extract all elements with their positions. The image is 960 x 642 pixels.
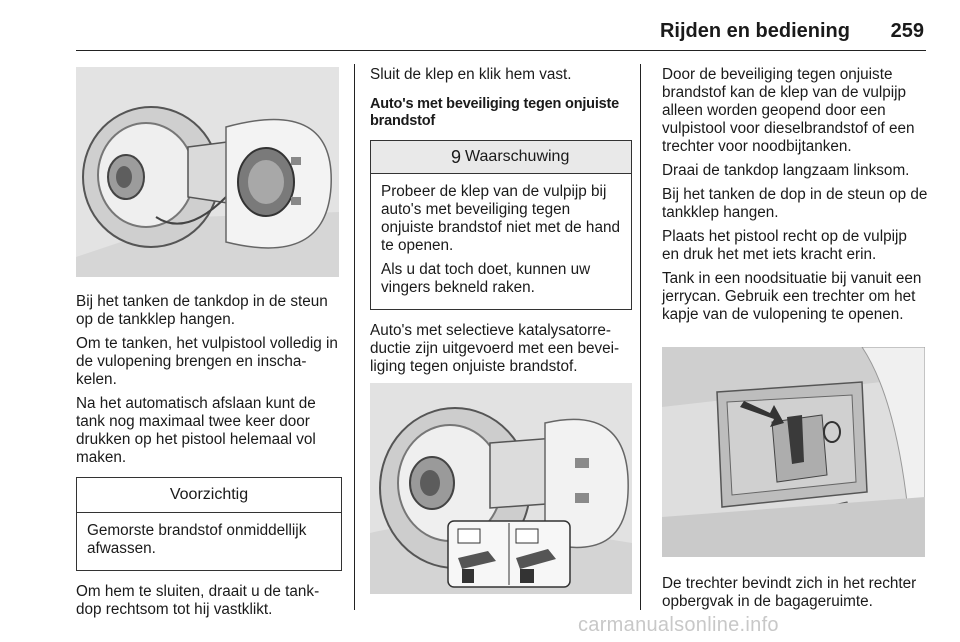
paragraph: Om te tanken, het vulpistool volledig in de vulopening brengen en inscha-kelen. xyxy=(76,335,338,388)
left-column-text xyxy=(76,293,342,625)
warning-text: Als u dat toch doet, kunnen uw vingers bekneld raken. xyxy=(381,261,591,296)
caution-heading: Voorzichtig xyxy=(77,478,341,513)
right-column-text xyxy=(662,66,928,330)
section-title: Rijden en bediening xyxy=(659,20,850,42)
warning-text: Probeer de klep van de vulpijp bij auto's met beveiliging tegen onjuiste brandstof niet met de hand te openen. xyxy=(381,183,620,254)
paragraph: Door de beveiliging tegen onjuiste brandstof kan de klep van de vulpijp alleen worden geopend door een vulpistool voor dieselbrandstof of een trechter voor noodbijtanken. xyxy=(662,66,915,155)
watermark: carmanualsonline.info xyxy=(578,614,779,636)
caution-box xyxy=(76,477,342,571)
trunk-storage-drawing xyxy=(662,347,925,557)
paragraph: Bij het tanken de tankdop in de steun op de tankklep hangen. xyxy=(76,293,328,328)
figure-caption xyxy=(662,575,930,617)
paragraph: Tank in een noodsituatie bij vanuit een jerrycan. Gebruik een trechter om het kapje van de vulopening te openen. xyxy=(662,270,922,323)
warning-box xyxy=(370,140,632,310)
paragraph: Na het automatisch afslaan kunt de tank nog maximaal twee keer door drukken op het pistool helemaal vol maken. xyxy=(76,395,316,466)
filler-neck-drawing xyxy=(370,383,632,594)
subheading: Auto's met beveiliging tegen onjuiste brandstof xyxy=(370,96,620,129)
column-divider-left xyxy=(354,64,355,610)
misfuel-protection-illustration xyxy=(370,383,632,594)
warning-icon: 9 xyxy=(451,147,462,167)
caution-text: Gemorste brandstof onmiddellijk afwassen. xyxy=(87,522,307,557)
middle-column-text xyxy=(370,66,632,382)
header-divider xyxy=(76,50,926,51)
trunk-funnel-illustration xyxy=(662,347,925,557)
paragraph: Auto's met selectieve katalysatorre-ductie zijn uitgevoerd met een bevei-liging tegen onjuiste brandstof. xyxy=(370,322,620,375)
paragraph: Om hem te sluiten, draait u de tank-dop rechtsom tot hij vastklikt. xyxy=(76,583,320,618)
page-number: 259 xyxy=(890,20,924,42)
column-divider-right xyxy=(640,64,641,610)
paragraph: Bij het tanken de dop in de steun op de tankklep hangen. xyxy=(662,186,928,221)
caption-text: De trechter bevindt zich in het rechter opbergvak in de bagageruimte. xyxy=(662,575,917,610)
caution-body xyxy=(77,513,341,570)
paragraph: Sluit de klep en klik hem vast. xyxy=(370,66,572,83)
paragraph: Draai de tankdop langzaam linksom. xyxy=(662,162,910,179)
warning-header xyxy=(371,141,631,174)
warning-body xyxy=(371,174,631,309)
warning-heading: Waarschuwing xyxy=(465,148,570,165)
paragraph: Plaats het pistool recht op de vulpijp en druk het met iets kracht erin. xyxy=(662,228,907,263)
fuel-cap-drawing xyxy=(76,67,339,277)
fuel-cap-illustration xyxy=(76,67,339,277)
